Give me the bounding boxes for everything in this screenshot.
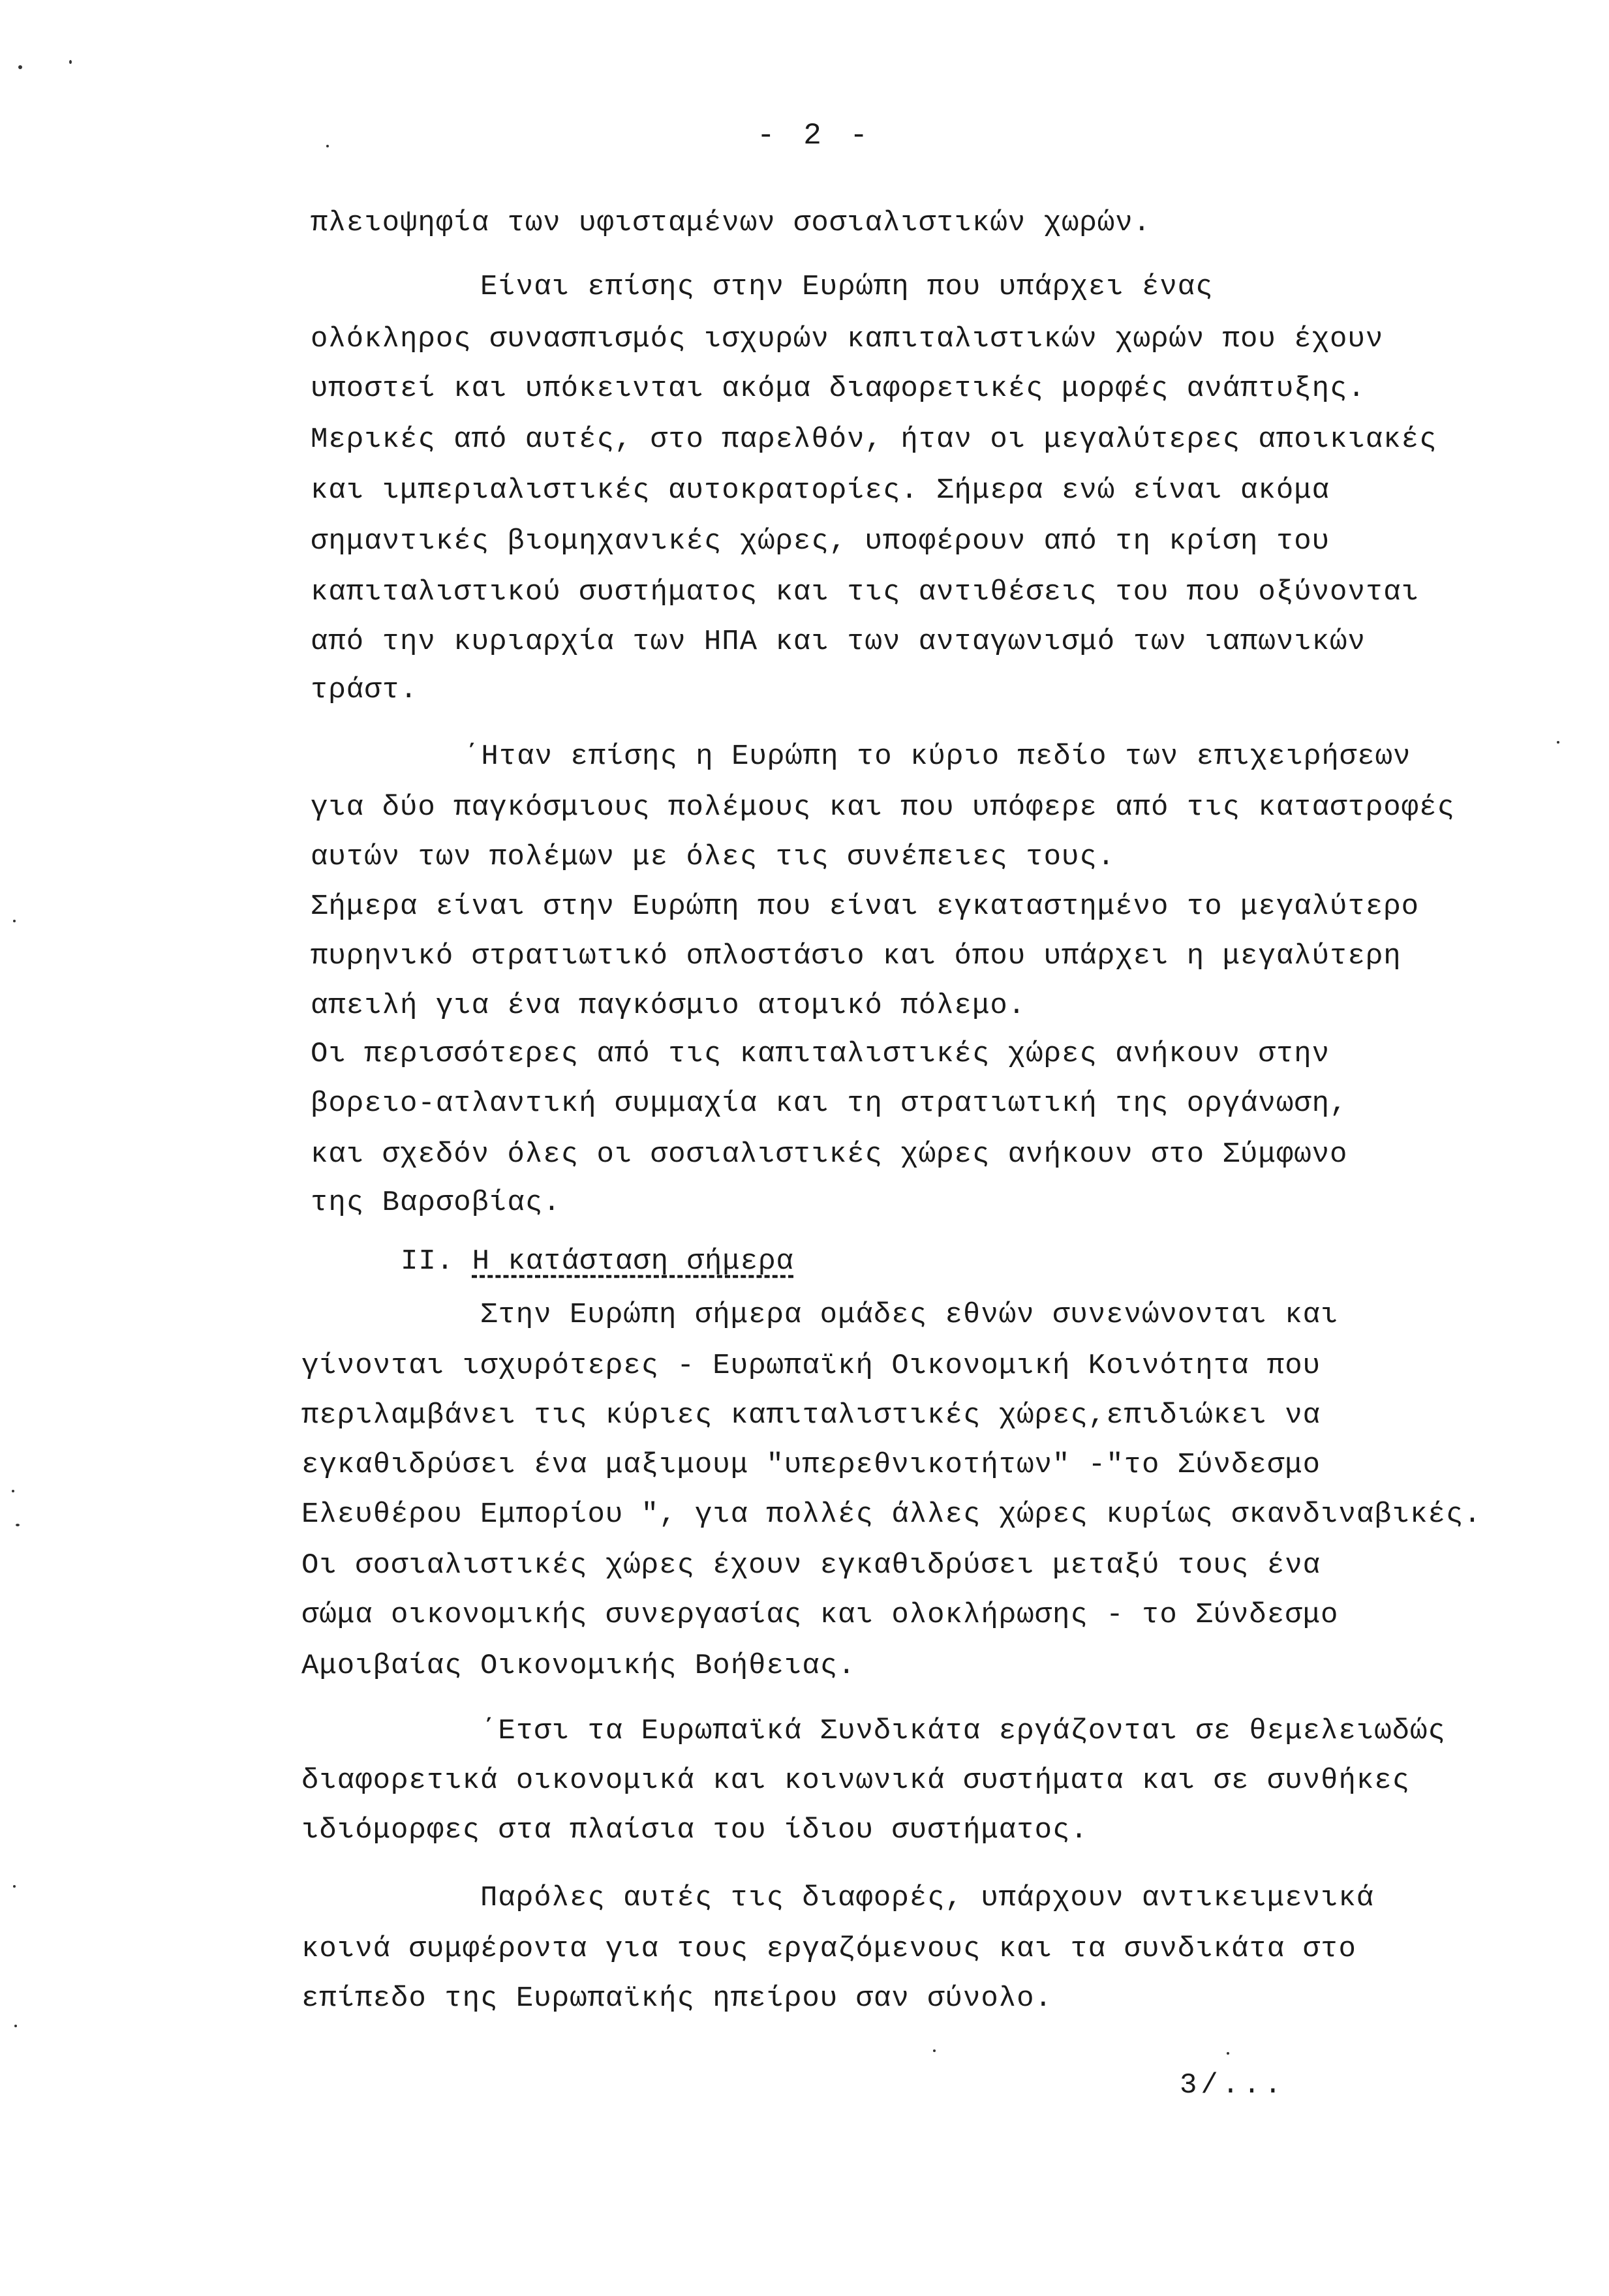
scan-speck — [13, 920, 16, 922]
text-line: Οι περισσότερες από τις καπιταλιστικές χώρες ανήκουν στην — [311, 1038, 1330, 1070]
text-line: υποστεί και υπόκεινται ακόμα διαφορετικές μορφές ανάπτυξης. — [311, 372, 1366, 405]
text-line: περιλαμβάνει τις κύριες καπιταλιστικές χώρες,επιδιώκει να — [301, 1399, 1321, 1432]
text-line: επίπεδο της Ευρωπαϊκής ηπείρου σαν σύνολο. — [301, 1982, 1052, 2015]
text-line: απειλή για ένα παγκόσμιο ατομικό πόλεμο. — [311, 989, 1026, 1022]
text-line: βορειο-ατλαντική συμμαχία και τη στρατιωτική της οργάνωση, — [311, 1087, 1348, 1120]
text-line: και σχεδόν όλες οι σοσιαλιστικές χώρες ανήκουν στο Σύμφωνο — [311, 1138, 1348, 1171]
text-line: της Βαρσοβίας. — [311, 1186, 561, 1219]
text-line: Στην Ευρώπη σήμερα ομάδες εθνών συνενώνονται και — [480, 1299, 1339, 1331]
scan-speck — [14, 2025, 17, 2027]
text-line: Είναι επίσης στην Ευρώπη που υπάρχει ένας — [480, 271, 1214, 303]
text-line: πυρηνικό στρατιωτικό οπλοστάσιο και όπου υπάρχει η μεγαλύτερη — [311, 940, 1402, 973]
text-line: Μερικές από αυτές, στο παρελθόν, ήταν οι μεγαλύτερες αποικιακές — [311, 423, 1437, 456]
section-heading — [401, 1245, 794, 1278]
scan-speck — [1227, 2052, 1229, 2055]
text-line: ιδιόμορφες στα πλαίσια του ίδιου συστήματος. — [301, 1814, 1088, 1847]
text-line: κοινά συμφέροντα για τους εργαζόμενους και τα συνδικάτα στο — [301, 1933, 1356, 1965]
text-line: πλειοψηφία των υφισταμένων σοσιαλιστικών χωρών. — [311, 207, 1152, 239]
scan-speck — [1557, 741, 1559, 744]
scan-speck — [933, 2049, 936, 2052]
text-line: από την κυριαρχία των ΗΠΑ και των ανταγωνισμό των ιαπωνικών — [311, 626, 1366, 658]
text-line: διαφορετικά οικονομικά και κοινωνικά συστήματα και σε συνθήκες — [301, 1764, 1411, 1797]
page-number: - 2 - — [757, 119, 874, 153]
text-line: εγκαθιδρύσει ένα μαξιμουμ "υπερεθνικοτήτων" -"το Σύνδεσμο — [301, 1449, 1321, 1481]
text-line: τράστ. — [311, 674, 418, 706]
text-line: καπιταλιστικού συστήματος και τις αντιθέσεις του που οξύνονται — [311, 576, 1420, 609]
scan-speck — [13, 1885, 16, 1888]
text-line: ΄Ετσι τα Ευρωπαϊκά Συνδικάτα εργάζονται σε θεμελειωδώς — [480, 1715, 1446, 1747]
scan-speck — [69, 60, 72, 64]
section-title: Η κατάσταση σήμερα — [472, 1245, 794, 1278]
scan-speck — [12, 1490, 14, 1492]
text-line: Παρόλες αυτές τις διαφορές, υπάρχουν αντικειμενικά — [480, 1882, 1375, 1914]
text-line: γίνονται ισχυρότερες - Ευρωπαϊκή Οικονομική Κοινότητα που — [301, 1350, 1321, 1382]
scan-speck — [326, 145, 329, 147]
text-line: Ελευθέρου Εμπορίου ", για πολλές άλλες χώρες κυρίως σκανδιναβικές. — [301, 1498, 1482, 1531]
scan-speck — [18, 65, 22, 69]
continuation-marker: 3/... — [1180, 2069, 1286, 2102]
text-line: Αμοιβαίας Οικονομικής Βοήθειας. — [301, 1650, 856, 1682]
text-line: Οι σοσιαλιστικές χώρες έχουν εγκαθιδρύσει μεταξύ τους ένα — [301, 1549, 1321, 1582]
section-number: ΙΙ. — [401, 1245, 455, 1278]
scan-speck — [16, 1524, 20, 1526]
text-line: Σήμερα είναι στην Ευρώπη που είναι εγκαταστημένο το μεγαλύτερο — [311, 890, 1420, 923]
text-line: ολόκληρος συνασπισμός ισχυρών καπιταλιστικών χωρών που έχουν — [311, 323, 1384, 355]
text-line: για δύο παγκόσμιους πολέμους και που υπόφερε από τις καταστροφές — [311, 791, 1455, 824]
text-line: αυτών των πολέμων με όλες τις συνέπειες τους. — [311, 841, 1116, 873]
text-line: σώμα οικονομικής συνεργασίας και ολοκλήρωσης - το Σύνδεσμο — [301, 1599, 1339, 1631]
text-line: ΄Ηταν επίσης η Ευρώπη το κύριο πεδίο των επιχειρήσεων — [463, 740, 1411, 773]
text-line: σημαντικές βιομηχανικές χώρες, υποφέρουν από τη κρίση του — [311, 525, 1330, 558]
text-line: και ιμπεριαλιστικές αυτοκρατορίες. Σήμερα ενώ είναι ακόμα — [311, 474, 1330, 507]
